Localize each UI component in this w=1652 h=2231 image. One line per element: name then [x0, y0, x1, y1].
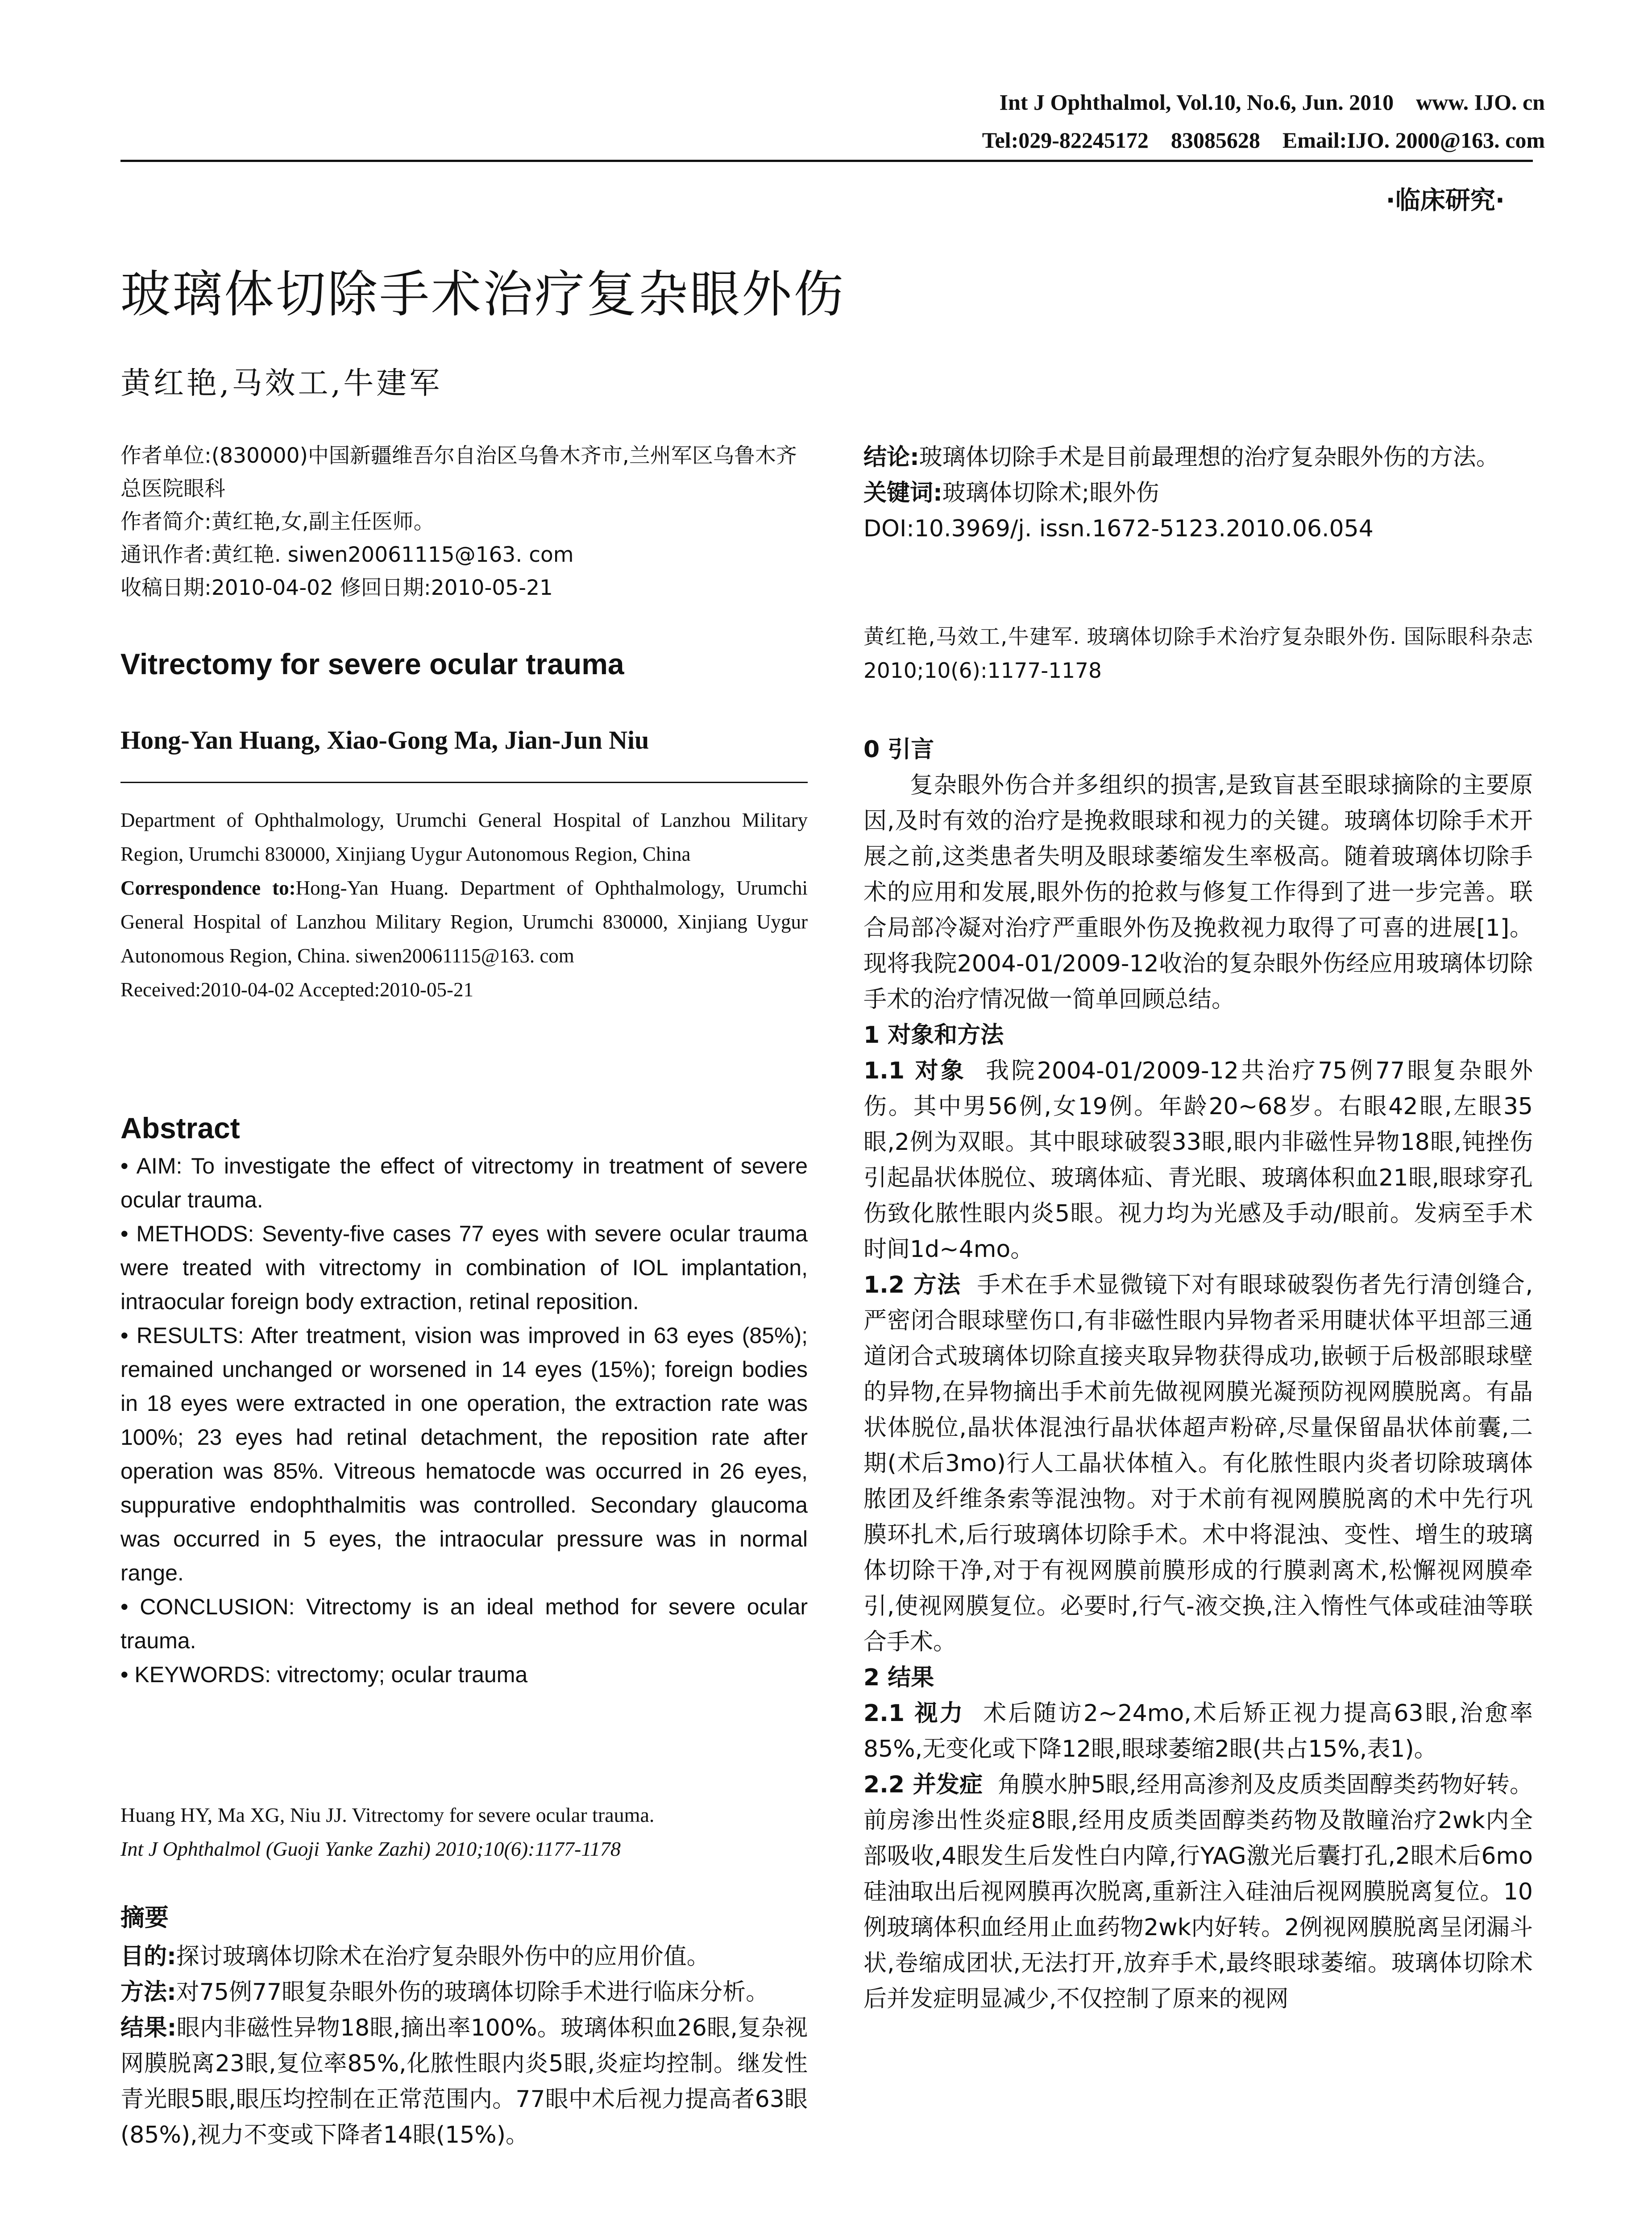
citation-cn: 黄红艳,马效工,牛建军. 玻璃体切除手术治疗复杂眼外伤. 国际眼科杂志 2010;10(6):1177-1178 [863, 625, 1533, 683]
section-1-1 [863, 1053, 1533, 1267]
citation-en [120, 1798, 808, 1866]
methods-label: 方法: [120, 1979, 176, 2006]
section-2-1-text: 术后随访2~24mo,术后矫正视力提高63眼,治愈率85%,无变化或下降12眼,眼球萎缩2眼(共占15%,表1)。 [863, 1700, 1533, 1762]
title-cn: 玻璃体切除手术治疗复杂眼外伤 [120, 265, 845, 323]
meta-unit: 作者单位:(830000)中国新疆维吾尔自治区乌鲁木齐市,兰州军区乌鲁木齐总医院眼科 [120, 444, 797, 501]
meta-corr: 通讯作者:黄红艳. siwen20061115@163. com [120, 543, 574, 567]
aim-label: 目的: [120, 1943, 176, 1970]
correspondence-label: Correspondence to: [120, 877, 296, 899]
abstract-cn-heading: 摘要 [120, 1903, 169, 1932]
meta-intro: 作者简介:黄红艳,女,副主任医师。 [120, 510, 435, 534]
keywords-label: 关键词: [863, 480, 942, 506]
citation-en-line2: Int J Ophthalmol (Guoji Yanke Zazhi) 2010;10(6):1177-1178 [120, 1837, 621, 1860]
dates-en: Received:2010-04-02 Accepted:2010-05-21 [120, 979, 474, 1001]
section-2-2-text: 角膜水肿5眼,经用高渗剂及皮质类固醇类药物好转。前房渗出性炎症8眼,经用皮质类固醇类药物及散瞳治疗2wk内全部吸收,4眼发生后发性白内障,行YAG激光后囊打孔,2眼术后6mo硅油取出后视网膜再次脱离,重新注入硅油后视网膜脱离复位。10例玻璃体积血经用止血药物2wk内好转。2例视网膜脱离呈闭漏斗状,卷缩成团状,无法打开,放弃手术,最终眼球萎缩。玻璃体切除术后并发症明显减少,不仅控制了原来的视网 [863, 1771, 1533, 2012]
abstract-cn-keywords [863, 475, 1533, 511]
abstract-aim: • AIM: To investigate the effect of vitrectomy in treatment of severe ocular trauma. [120, 1153, 808, 1212]
abstract-cn-right [863, 440, 1533, 547]
abstract-cn-aim [120, 1939, 808, 1974]
section-1-1-label: 1.1 对象 [863, 1057, 967, 1084]
abstract-en [120, 1149, 808, 1692]
section-2-2 [863, 1767, 1533, 2017]
authors-rule [120, 782, 808, 783]
conclusion-text: 玻璃体切除手术是目前最理想的治疗复杂眼外伤的方法。 [919, 444, 1499, 471]
body-text [863, 732, 1533, 2017]
affiliation-block [120, 803, 808, 1007]
meta-dates: 收稿日期:2010-04-02 修回日期:2010-05-21 [120, 576, 553, 600]
conclusion-label: 结论: [863, 444, 919, 471]
abstract-cn-results [120, 2010, 808, 2153]
title-en: Vitrectomy for severe ocular trauma [120, 647, 624, 680]
results-label: 结果: [120, 2015, 177, 2041]
section-1-2-label: 1.2 方法 [863, 1272, 961, 1298]
section-1-heading: 1 对象和方法 [863, 1022, 1004, 1049]
section-2-1-label: 2.1 视力 [863, 1700, 965, 1727]
results-text: 眼内非磁性异物18眼,摘出率100%。玻璃体积血26眼,复杂视网膜脱离23眼,复位率85%,化脓性眼内炎5眼,炎症均控制。继发性青光眼5眼,眼压均控制在正常范围内。77眼中术后视力提高者63眼(85%),视力不变或下降者14眼(15%)。 [120, 2015, 808, 2148]
section-1-1-text: 我院2004-01/2009-12共治疗75例77眼复杂眼外伤。其中男56例,女19例。年龄20~68岁。右眼42眼,左眼35眼,2例为双眼。其中眼球破裂33眼,眼内非磁性异物18眼,钝挫伤引起晶状体脱位、玻璃体疝、青光眼、玻璃体积血21眼,眼球穿孔伤致化脓性眼内炎5眼。视力均为光感及手动/眼前。发病至手术时间1d~4mo。 [863, 1057, 1533, 1263]
abstract-cn-conclusion [863, 440, 1533, 475]
section-0-text: 复杂眼外伤合并多组织的损害,是致盲甚至眼球摘除的主要原因,及时有效的治疗是挽救眼球和视力的关键。玻璃体切除手术开展之前,这类患者失明及眼球萎缩发生率极高。随着玻璃体切除手术的应用和发展,眼外伤的抢救与修复工作得到了进一步完善。联合局部冷凝对治疗严重眼外伤及挽救视力取得了可喜的进展[1]。现将我院2004-01/2009-12收治的复杂眼外伤经应用玻璃体切除手术的治疗情况做一简单回顾总结。 [863, 772, 1533, 1013]
abstract-methods: • METHODS: Seventy-five cases 77 eyes with severe ocular trauma were treated with vitrectomy in combination of IOL implantation, intraocular foreign body extraction, retinal reposition. [120, 1221, 808, 1314]
doi: DOI:10.3969/j. issn.1672-5123.2010.06.054 [863, 515, 1374, 542]
abstract-cn-left [120, 1939, 808, 2153]
affiliation-en: Department of Ophthalmology, Urumchi General Hospital of Lanzhou Military Region, Urumchi 830000, Xinjiang Uygur Autonomous Region, China [120, 809, 808, 865]
aim-text: 探讨玻璃体切除术在治疗复杂眼外伤中的应用价值。 [176, 1943, 710, 1970]
correspondence-text: Hong-Yan Huang. Department of Ophthalmology, Urumchi General Hospital of Lanzhou Military Region, Urumchi 830000, Xinjiang Uygur Autonomous Region, China. siwen20061115@163. com [120, 877, 808, 967]
authors-cn: 黄红艳,马效工,牛建军 [120, 366, 443, 401]
header-rule [120, 160, 1533, 162]
meta-cn [120, 440, 808, 605]
section-1-2 [863, 1267, 1533, 1660]
abstract-conclusion: • CONCLUSION: Vitrectomy is an ideal method for severe ocular trauma. [120, 1594, 808, 1653]
abstract-results: • RESULTS: After treatment, vision was improved in 63 eyes (85%); remained unchanged or worsened in 14 eyes (15%); foreign bodies in 18 eyes were extracted in one operation, the extraction rate was 100%; 23 eyes had retinal detachment, the reposition rate after operation was 85%. Vitreous hematocde was occurred in 26 eyes, suppurative endophthalmitis was controlled. Secondary glaucoma was occurred in 5 eyes, the intraocular pressure was in normal range. [120, 1323, 808, 1585]
section-1-2-text: 手术在手术显微镜下对有眼球破裂伤者先行清创缝合,严密闭合眼球壁伤口,有非磁性眼内异物者采用睫状体平坦部三通道闭合式玻璃体切除直接夹取异物获得成功,嵌顿于后极部眼球壁的异物,在异物摘出手术前先做视网膜光凝预防视网膜脱离。有晶状体脱位,晶状体混浊行晶状体超声粉碎,尽量保留晶状体前囊,二期(术后3mo)行人工晶状体植入。有化脓性眼内炎者切除玻璃体脓团及纤维条索等混浊物。对于术前有视网膜脱离的术中先行巩膜环扎术,后行玻璃体切除手术。术中将混浊、变性、增生的玻璃体切除干净,对于有视网膜前膜形成的行膜剥离术,松懈视网膜牵引,使视网膜复位。必要时,行气-液交换,注入惰性气体或硅油等联合手术。 [863, 1272, 1533, 1655]
citation-en-line1: Huang HY, Ma XG, Niu JJ. Vitrectomy for severe ocular trauma. [120, 1804, 655, 1826]
abstract-keywords: • KEYWORDS: vitrectomy; ocular trauma [120, 1662, 528, 1687]
section-label: ·临床研究· [1386, 186, 1505, 215]
journal-header-line1: Int J Ophthalmol, Vol.10, No.6, Jun. 2010 www. IJO. cn [999, 90, 1545, 115]
section-2-1 [863, 1696, 1533, 1767]
methods-text: 对75例77眼复杂眼外伤的玻璃体切除手术进行临床分析。 [176, 1979, 769, 2006]
authors-en: Hong-Yan Huang, Xiao-Gong Ma, Jian-Jun Niu [120, 726, 649, 755]
abstract-cn-methods [120, 1974, 808, 2010]
keywords-text: 玻璃体切除术;眼外伤 [942, 480, 1159, 506]
section-2-heading: 2 结果 [863, 1664, 934, 1691]
section-2-2-label: 2.2 并发症 [863, 1771, 983, 1798]
abstract-heading: Abstract [120, 1111, 240, 1145]
section-0-heading: 0 引言 [863, 736, 934, 763]
journal-header-line2: Tel:029-82245172 83085628 Email:IJO. 2000@163. com [982, 128, 1545, 153]
correspondence-en [120, 871, 808, 973]
